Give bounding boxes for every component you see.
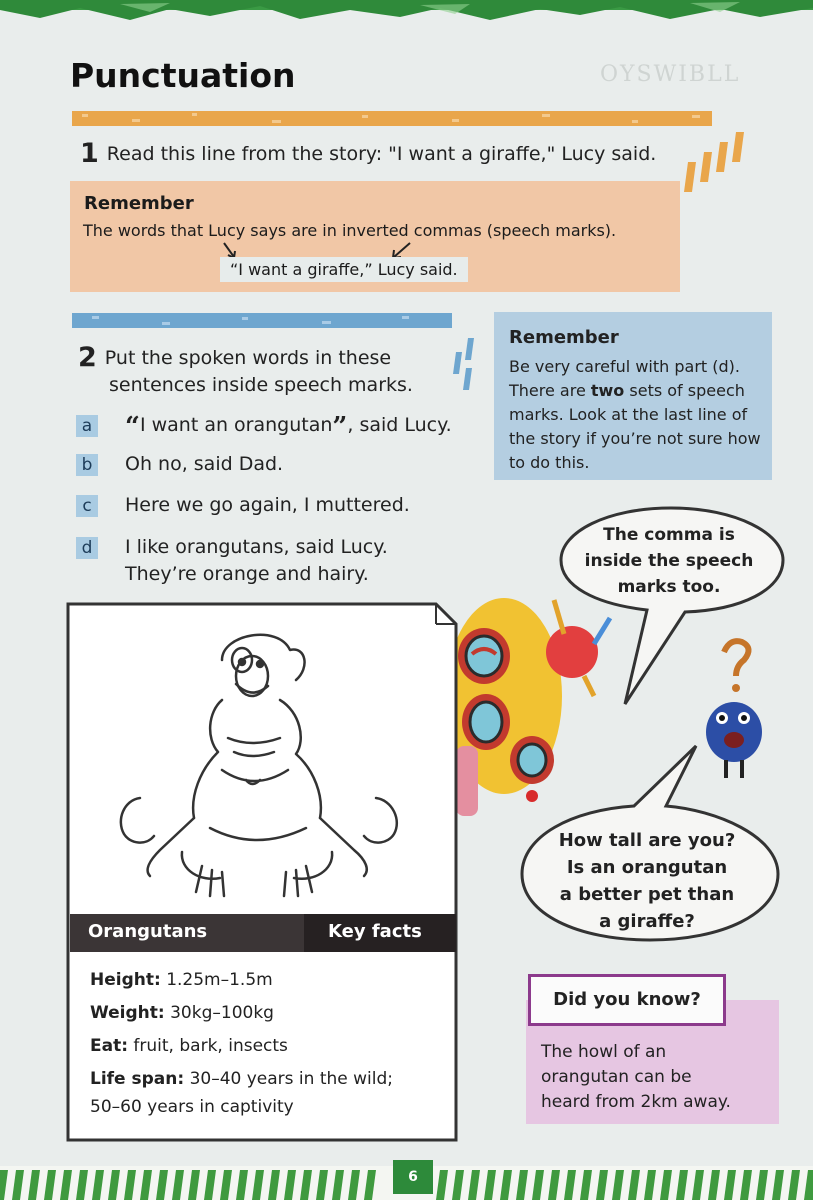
orangutan-line-drawing <box>110 620 420 910</box>
item-letter: a <box>76 415 98 437</box>
list-item-d <box>76 536 388 585</box>
fact-height: Height: 1.25m–1.5m <box>90 970 273 990</box>
item-text: Here we go again, I muttered. <box>125 494 410 516</box>
speech-bubble-text: How tall are you? Is an orangutan a better pet than a giraffe? <box>558 830 736 932</box>
orange-dash-decoration <box>678 132 748 232</box>
question-text: Read this line from the story: "I want a giraffe," Lucy said. <box>106 143 657 165</box>
fact-list <box>90 966 393 1121</box>
remember-box-speech-marks <box>70 181 680 292</box>
question-text-line-1: Put the spoken words in these <box>104 347 392 369</box>
remember-heading: Remember <box>84 193 194 214</box>
list-item-c <box>76 494 410 517</box>
top-green-border <box>0 0 813 22</box>
fact-eat: Eat: fruit, bark, insects <box>90 1036 288 1056</box>
item-continuation: They’re orange and hairy. <box>125 563 369 585</box>
page-number: 6 <box>393 1160 433 1194</box>
remember-body: The words that Lucy says are in inverted commas (speech marks). <box>83 221 617 240</box>
item-text: I like orangutans, said Lucy. <box>125 536 388 558</box>
did-you-know-heading: Did you know? <box>553 989 701 1010</box>
question-2 <box>78 344 413 399</box>
item-text: Oh no, said Dad. <box>125 453 284 475</box>
key-facts-tab: Key facts <box>304 914 456 952</box>
fact-life-span: Life span: 30–40 years in the wild; <box>90 1069 394 1089</box>
blue-dash-decoration <box>450 338 478 394</box>
fact-life-span-continued: 50–60 years in captivity <box>90 1097 294 1117</box>
remember-heading: Remember <box>509 327 619 348</box>
remember-box-part-d <box>494 312 772 480</box>
did-you-know-text: The howl of an orangutan can be heard from 2km away. <box>541 1042 731 1112</box>
open-quote: “ <box>125 412 140 442</box>
item-letter: b <box>76 454 98 476</box>
question-1 <box>80 138 656 169</box>
show-through-text: OYSWIBLL <box>600 62 741 87</box>
list-item-b <box>76 453 283 476</box>
fact-weight: Weight: 30kg–100kg <box>90 1003 274 1023</box>
spoken-words: I want an orangutan <box>139 414 333 436</box>
speech-example: “I want a giraffe,” Lucy said. <box>220 257 468 282</box>
list-item-a <box>76 412 452 442</box>
page-title: Punctuation <box>70 56 296 95</box>
blue-divider-stripe <box>72 313 452 328</box>
item-letter: d <box>76 537 98 559</box>
remember-body: Be very careful with part (d). There are two sets of speech marks. Look at the last line of the story if you’re not sure how to do this. <box>509 357 761 472</box>
did-you-know-heading-box <box>528 974 726 1026</box>
sentence-rest: , said Lucy. <box>347 414 452 436</box>
speech-bubble-text: The comma is inside the speech marks too. <box>584 525 754 597</box>
fact-card-header <box>70 914 456 952</box>
close-quote: ” <box>332 412 348 442</box>
question-number: 2 <box>78 342 97 373</box>
bug-character-illustration <box>444 596 624 826</box>
question-text-line-2: sentences inside speech marks. <box>109 374 413 396</box>
fact-card-title: Orangutans <box>88 921 208 942</box>
orange-divider-stripe <box>72 111 712 126</box>
question-number: 1 <box>80 138 99 169</box>
item-letter: c <box>76 495 98 517</box>
blue-creature-illustration <box>700 636 770 782</box>
